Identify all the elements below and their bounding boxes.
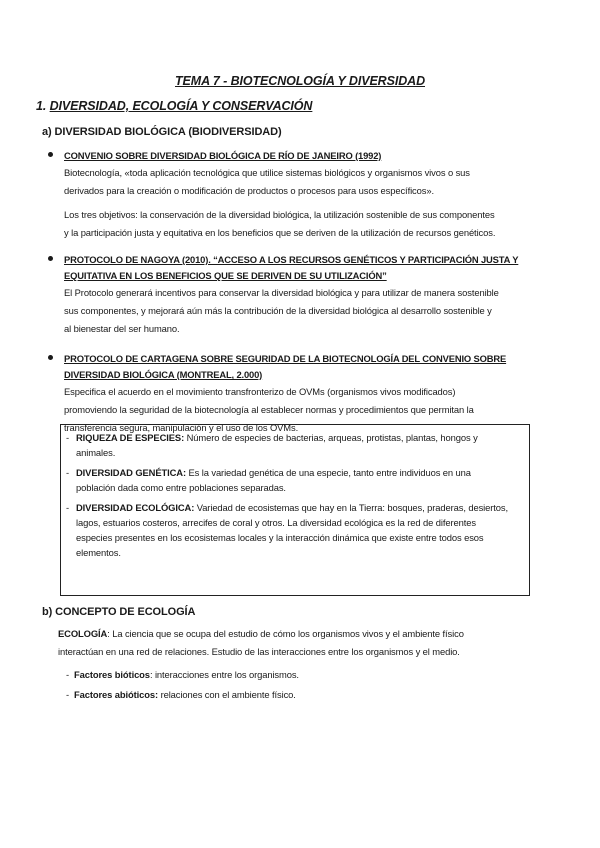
- list-item: - Factores bióticos: interacciones entre los organismos.: [66, 669, 299, 680]
- subsection-b-heading: b) CONCEPTO DE ECOLOGÍA: [42, 606, 196, 618]
- bullet-dot-icon: [48, 256, 53, 261]
- definition-text: interactúan en una red de relaciones. Estudio de las interacciones entre los organismos y el medio.: [58, 646, 460, 657]
- bullet-dot-icon: [48, 152, 53, 157]
- bullet-dot-icon: [48, 355, 53, 360]
- definition-text: Variedad de ecosistemas que hay en la Tierra: bosques, praderas, desiertos,: [194, 502, 508, 513]
- definition-text: Número de especies de bacterias, arqueas, protistas, plantas, hongos y: [184, 432, 478, 443]
- definition-term: RIQUEZA DE ESPECIES:: [76, 432, 185, 443]
- factors-list: [66, 665, 299, 705]
- definition-term: DIVERSIDAD GENÉTICA:: [76, 467, 186, 478]
- definition-genetica: - DIVERSIDAD GENÉTICA: Es la variedad genética de una especie, tanto entre individuos en una población dada como entre poblaciones separadas.: [61, 465, 529, 495]
- list-item: - Factores abióticos: relaciones con el ambiente físico.: [66, 689, 296, 700]
- text-line: al bienestar del ser humano.: [64, 323, 180, 334]
- bullet-paragraph: [64, 284, 548, 338]
- subsection-a-heading: a) DIVERSIDAD BIOLÓGICA (BIODIVERSIDAD): [42, 126, 282, 138]
- definitions-box: [60, 424, 530, 596]
- title-line: DIVERSIDAD BIOLÓGICA (MONTREAL, 2.000): [64, 369, 263, 380]
- bullet-paragraph: [64, 164, 548, 200]
- text-line: sus componentes, y mejorará aún más la contribución de la diversidad biológica al desarrollo sostenible y: [64, 305, 492, 316]
- definition-riqueza: - RIQUEZA DE ESPECIES: Número de especies de bacterias, arqueas, protistas, plantas, hongos y animales.: [61, 430, 529, 460]
- factor-term: Factores bióticos: [74, 669, 150, 680]
- definition-text: Es la variedad genética de una especie, tanto entre individuos en una: [186, 467, 471, 478]
- bullet-title: [64, 351, 548, 383]
- section-1-number: 1.: [36, 99, 47, 113]
- bullet-protocolo-nagoya: [48, 252, 548, 338]
- definition-term: ECOLOGÍA: [58, 628, 108, 639]
- factor-text: : interacciones entre los organismos.: [149, 669, 299, 680]
- definition-ecologica: - DIVERSIDAD ECOLÓGICA: Variedad de ecosistemas que hay en la Tierra: bosques, praderas, desiertos, lagos, estuarios costeros, arrecifes de coral y otros. La diversidad ecológica es la red de diferentes especies presentes en los ecosistemas locales y la interacción dinámica que existe entre todos esos elementos.: [61, 500, 529, 560]
- bullet-title: CONVENIO SOBRE DIVERSIDAD BIOLÓGICA DE RÍO DE JANEIRO (1992): [64, 150, 382, 161]
- bullet-title: [64, 252, 548, 284]
- definition-term: DIVERSIDAD ECOLÓGICA:: [76, 502, 195, 513]
- definition-text: población dada como entre poblaciones separadas.: [76, 482, 286, 493]
- definition-text: especies presentes en los ecosistemas locales y la interacción dinámica que existe entre todos esos: [76, 532, 484, 543]
- text-line: y la participación justa y equitativa en los beneficios que se deriven de la utilización de recursos genéticos.: [64, 227, 496, 238]
- text-line: El Protocolo generará incentivos para conservar la diversidad biológica y para utilizar de manera sostenible: [64, 287, 499, 298]
- bullet-convenio-rio: [48, 148, 548, 242]
- text-line: promoviendo la seguridad de la biotecnología al establecer normas y procedimientos que permitan la: [64, 404, 474, 415]
- factor-term: Factores abióticos:: [74, 689, 159, 700]
- definition-text: animales.: [76, 447, 116, 458]
- text-line: derivados para la creación o modificación de productos o procesos para usos específicos».: [64, 185, 434, 196]
- factor-text: relaciones con el ambiente físico.: [158, 689, 296, 700]
- section-1-heading: [36, 99, 312, 113]
- definition-text: elementos.: [76, 547, 121, 558]
- title-line: PROTOCOLO DE CARTAGENA SOBRE SEGURIDAD DE LA BIOTECNOLOGÍA DEL CONVENIO SOBRE: [64, 353, 507, 364]
- bullet-paragraph: [64, 206, 548, 242]
- text-line: transferencia segura, manipulación y el uso de los OVMs.: [64, 422, 299, 433]
- page-title: TEMA 7 - BIOTECNOLOGÍA Y DIVERSIDAD: [175, 74, 425, 88]
- title-line: EQUITATIVA EN LOS BENEFICIOS QUE SE DERIVEN DE SU UTILIZACIÓN”: [64, 270, 387, 281]
- section-1-title: DIVERSIDAD, ECOLOGÍA Y CONSERVACIÓN: [49, 99, 313, 113]
- text-line: Especifica el acuerdo en el movimiento transfronterizo de OVMs (organismos vivos modificados): [64, 386, 456, 397]
- text-line: Biotecnología, «toda aplicación tecnológica que utilice sistemas biológicos y organismos vivos o sus: [64, 167, 470, 178]
- definition-text: lagos, estuarios costeros, arrecifes de coral y otros. La diversidad ecológica es la red de diferentes: [76, 517, 476, 528]
- ecology-definition: [58, 625, 558, 661]
- title-line: PROTOCOLO DE NAGOYA (2010). “ACCESO A LOS RECURSOS GENÉTICOS Y PARTICIPACIÓN JUSTA Y: [64, 254, 519, 265]
- text-line: Los tres objetivos: la conservación de la diversidad biológica, la utilización sostenible de sus componentes: [64, 209, 495, 220]
- definition-text: : La ciencia que se ocupa del estudio de cómo los organismos vivos y el ambiente físico: [107, 628, 464, 639]
